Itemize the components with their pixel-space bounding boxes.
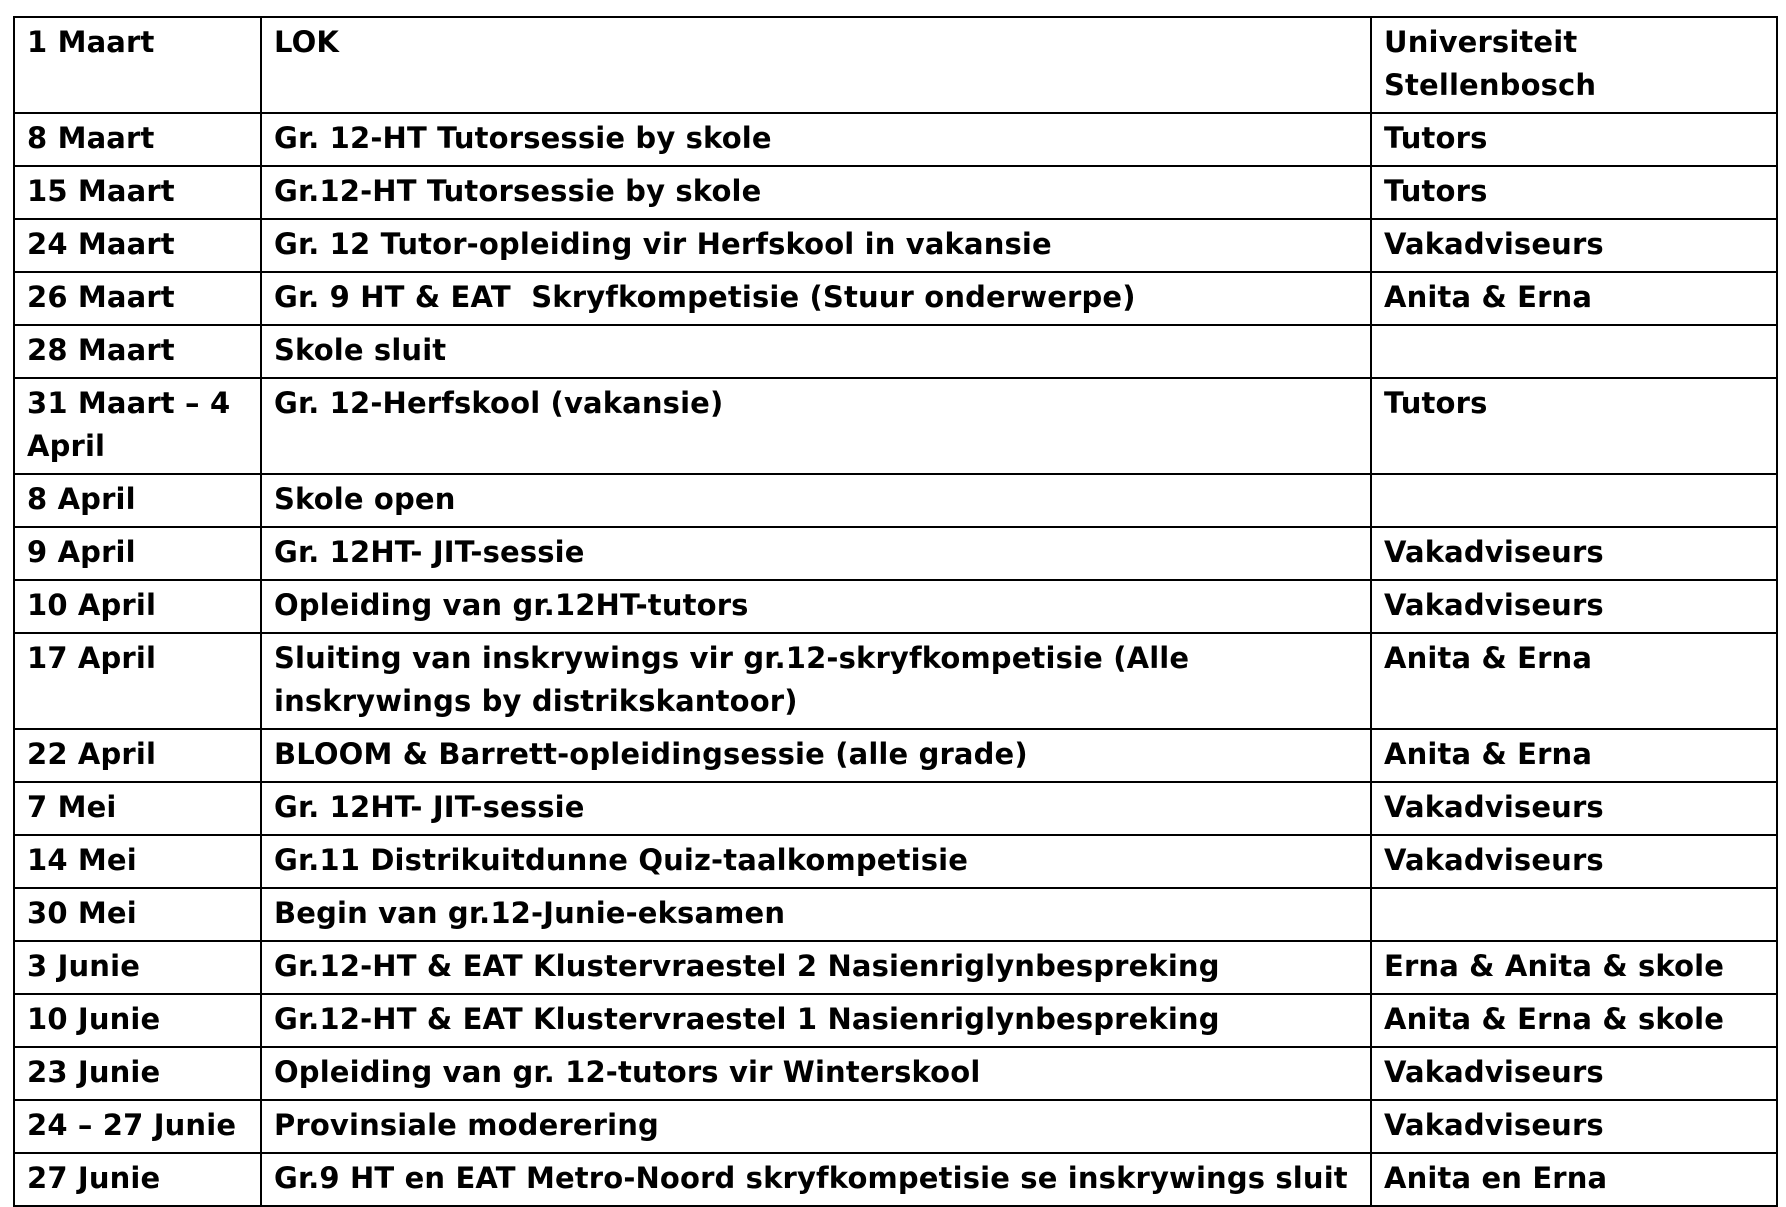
event-cell: Gr.11 Distrikuitdunne Quiz-taalkompetisie — [261, 835, 1371, 888]
responsible-cell: Anita & Erna — [1371, 272, 1777, 325]
date-cell: 8 Maart — [14, 113, 261, 166]
table-row — [14, 580, 1777, 633]
event-cell: Gr. 12HT- JIT-sessie — [261, 527, 1371, 580]
date-cell: 17 April — [14, 633, 261, 729]
schedule-table — [13, 16, 1778, 1207]
table-row — [14, 325, 1777, 378]
date-cell: 8 April — [14, 474, 261, 527]
table-row — [14, 994, 1777, 1047]
table-row — [14, 1153, 1777, 1206]
responsible-cell: Vakadviseurs — [1371, 782, 1777, 835]
table-row — [14, 1047, 1777, 1100]
responsible-cell: Vakadviseurs — [1371, 219, 1777, 272]
responsible-cell: Tutors — [1371, 378, 1777, 474]
table-row — [14, 113, 1777, 166]
date-cell: 10 April — [14, 580, 261, 633]
responsible-cell: Vakadviseurs — [1371, 527, 1777, 580]
date-cell: 3 Junie — [14, 941, 261, 994]
responsible-cell: Universiteit Stellenbosch — [1371, 17, 1777, 113]
date-cell: 14 Mei — [14, 835, 261, 888]
table-row — [14, 378, 1777, 474]
table-row — [14, 17, 1777, 113]
table-row — [14, 1100, 1777, 1153]
event-cell: Gr.12-HT & EAT Klustervraestel 2 Nasienriglynbespreking — [261, 941, 1371, 994]
table-row — [14, 527, 1777, 580]
event-cell: Gr. 12 Tutor-opleiding vir Herfskool in vakansie — [261, 219, 1371, 272]
date-cell: 7 Mei — [14, 782, 261, 835]
date-cell: 23 Junie — [14, 1047, 261, 1100]
date-cell: 31 Maart – 4 April — [14, 378, 261, 474]
date-cell: 30 Mei — [14, 888, 261, 941]
table-row — [14, 633, 1777, 729]
responsible-cell: Tutors — [1371, 113, 1777, 166]
date-cell: 24 Maart — [14, 219, 261, 272]
event-cell: LOK — [261, 17, 1371, 113]
event-cell: Opleiding van gr.12HT-tutors — [261, 580, 1371, 633]
event-cell: Gr. 9 HT & EAT Skryfkompetisie (Stuur onderwerpe) — [261, 272, 1371, 325]
table-row — [14, 474, 1777, 527]
event-cell: Gr.9 HT en EAT Metro-Noord skryfkompetisie se inskrywings sluit — [261, 1153, 1371, 1206]
table-row — [14, 166, 1777, 219]
table-row — [14, 782, 1777, 835]
event-cell: Skole open — [261, 474, 1371, 527]
table-row — [14, 219, 1777, 272]
schedule-table-body — [14, 17, 1777, 1206]
event-cell: Gr. 12-Herfskool (vakansie) — [261, 378, 1371, 474]
responsible-cell: Anita & Erna — [1371, 729, 1777, 782]
responsible-cell: Vakadviseurs — [1371, 1047, 1777, 1100]
table-row — [14, 835, 1777, 888]
date-cell: 10 Junie — [14, 994, 261, 1047]
date-cell: 22 April — [14, 729, 261, 782]
date-cell: 15 Maart — [14, 166, 261, 219]
responsible-cell: Anita & Erna — [1371, 633, 1777, 729]
event-cell: Gr. 12HT- JIT-sessie — [261, 782, 1371, 835]
table-row — [14, 272, 1777, 325]
responsible-cell — [1371, 474, 1777, 527]
table-row — [14, 888, 1777, 941]
responsible-cell: Anita & Erna & skole — [1371, 994, 1777, 1047]
date-cell: 28 Maart — [14, 325, 261, 378]
event-cell: Sluiting van inskrywings vir gr.12-skryfkompetisie (Alle inskrywings by distrikskantoor) — [261, 633, 1371, 729]
responsible-cell: Vakadviseurs — [1371, 1100, 1777, 1153]
event-cell: Begin van gr.12-Junie-eksamen — [261, 888, 1371, 941]
date-cell: 9 April — [14, 527, 261, 580]
event-cell: Skole sluit — [261, 325, 1371, 378]
responsible-cell — [1371, 888, 1777, 941]
responsible-cell: Vakadviseurs — [1371, 580, 1777, 633]
date-cell: 1 Maart — [14, 17, 261, 113]
table-row — [14, 941, 1777, 994]
event-cell: Opleiding van gr. 12-tutors vir Winterskool — [261, 1047, 1371, 1100]
date-cell: 26 Maart — [14, 272, 261, 325]
responsible-cell: Vakadviseurs — [1371, 835, 1777, 888]
responsible-cell — [1371, 325, 1777, 378]
responsible-cell: Erna & Anita & skole — [1371, 941, 1777, 994]
date-cell: 24 – 27 Junie — [14, 1100, 261, 1153]
event-cell: Provinsiale moderering — [261, 1100, 1371, 1153]
event-cell: Gr.12-HT & EAT Klustervraestel 1 Nasienriglynbespreking — [261, 994, 1371, 1047]
event-cell: Gr.12-HT Tutorsessie by skole — [261, 166, 1371, 219]
event-cell: BLOOM & Barrett-opleidingsessie (alle grade) — [261, 729, 1371, 782]
event-cell: Gr. 12-HT Tutorsessie by skole — [261, 113, 1371, 166]
table-row — [14, 729, 1777, 782]
responsible-cell: Tutors — [1371, 166, 1777, 219]
responsible-cell: Anita en Erna — [1371, 1153, 1777, 1206]
date-cell: 27 Junie — [14, 1153, 261, 1206]
